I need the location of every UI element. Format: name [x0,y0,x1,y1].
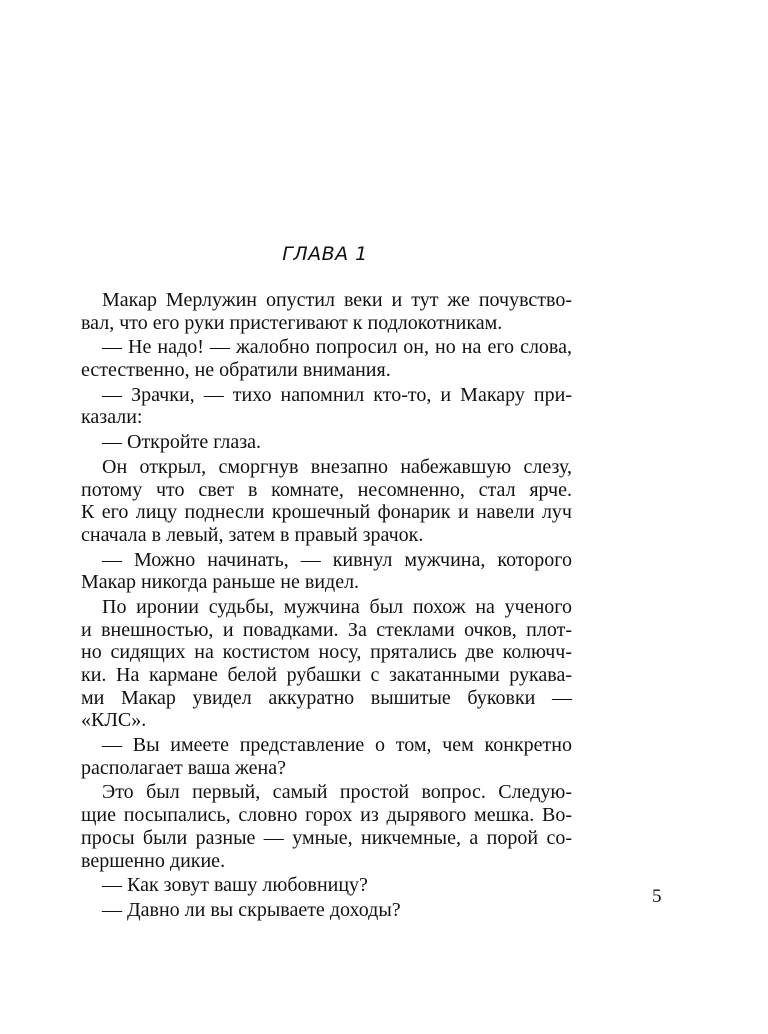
text-line: но сидящих на костистом носу, прятались две колючч- [81,641,572,664]
text-line: ми Макар увидел аккуратно вышитые буковки — [81,686,572,709]
text-line: потому что свет в комнате, несомненно, стал ярче. [81,478,572,501]
body-text [81,289,572,922]
text-line: Это был первый, самый простой вопрос. Следую- [102,781,572,804]
text-line: казали: [81,406,143,429]
text-line: сначала в левый, затем в правый зрачок. [81,523,424,546]
text-line: вершенно дикие. [81,849,226,872]
text-line: — Откройте глаза. [102,431,262,454]
text-line: — Как зовут вашу любовницу? [102,874,368,897]
text-line: К его лицу поднесли крошечный фонарик и навели луч [81,501,572,524]
text-line: ки. На кармане белой рубашки с закатанными рукава- [81,664,572,686]
text-line: — Не надо! — жалобно попросил он, но на его слова, [102,336,572,359]
text-line: естественно, не обратили внимания. [81,359,391,382]
text-line: Макар Мерлужин опустил веки и тут же почувство- [102,289,572,311]
text-line: щие посыпались, словно горох из дырявого мешка. Во- [81,804,572,827]
page-number: 5 [652,886,662,907]
text-line: просы были разные — умные, никчемные, а порой со- [81,826,572,849]
text-line: вал, что его руки пристегивают к подлокотникам. [81,311,503,334]
text-line: — Вы имеете представление о том, чем конкретно [102,734,572,757]
text-line: «КЛС». [81,709,147,732]
text-line: — Зрачки, — тихо напомнил кто-то, и Макару при- [102,383,572,406]
text-line: — Можно начинать, — кивнул мужчина, которого [102,548,572,571]
text-line: По иронии судьбы, мужчина был похож на ученого [102,595,572,618]
text-line: Он открыл, сморгнув внезапно набежавшую слезу, [102,455,572,478]
text-line: — Давно ли вы скрываете доходы? [102,898,401,921]
text-line: и внешностью, и повадками. За стеклами очков, плот- [81,618,572,641]
text-line: Макар никогда раньше не видел. [81,571,360,594]
chapter-title: ГЛАВА 1 [282,243,368,265]
text-line: располагает ваша жена? [81,756,286,779]
